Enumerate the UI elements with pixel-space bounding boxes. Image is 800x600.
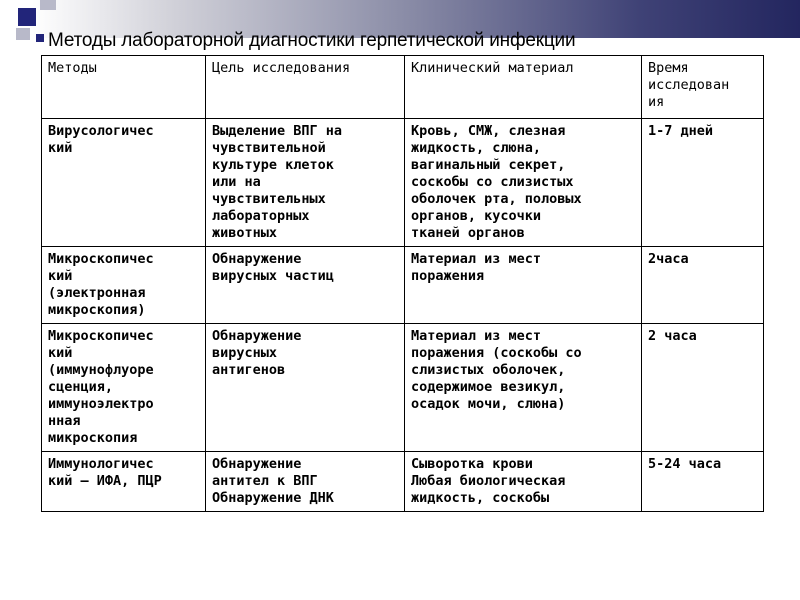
header-clinical-material: Клинический материал — [405, 56, 642, 119]
cell-time: 5-24 часа — [642, 452, 764, 512]
cell-method: Микроскопичес кий (электронная микроскопия) — [42, 247, 206, 324]
header-purpose: Цель исследования — [206, 56, 405, 119]
table-header-row — [42, 56, 764, 119]
cell-method: Иммунологичес кий – ИФА, ПЦР — [42, 452, 206, 512]
cell-time: 2 часа — [642, 324, 764, 452]
table-row — [42, 324, 764, 452]
header-methods: Методы — [42, 56, 206, 119]
cell-material: Материал из мест поражения — [405, 247, 642, 324]
table-row — [42, 119, 764, 247]
table-row — [42, 247, 764, 324]
slide-title: Методы лабораторной диагностики герпетической инфекции — [48, 30, 576, 51]
decor-square-light — [16, 28, 30, 40]
cell-material: Материал из мест поражения (соскобы со слизистых оболочек, содержимое везикул, осадок мочи, слюна) — [405, 324, 642, 452]
decor-square-light — [40, 0, 56, 10]
cell-time: 2часа — [642, 247, 764, 324]
decor-square-dark — [18, 8, 36, 26]
diagnostics-table — [41, 55, 764, 512]
cell-material: Сыворотка крови Любая биологическая жидкость, соскобы — [405, 452, 642, 512]
cell-purpose: Обнаружение вирусных частиц — [206, 247, 405, 324]
header-time: Время исследован ия — [642, 56, 764, 119]
decor-square-dark — [36, 34, 44, 42]
cell-time: 1-7 дней — [642, 119, 764, 247]
cell-method: Вирусологичес кий — [42, 119, 206, 247]
cell-material: Кровь, СМЖ, слезная жидкость, слюна, вагинальный секрет, соскобы со слизистых оболочек рта, половых органов, кусочки тканей органов — [405, 119, 642, 247]
cell-purpose: Обнаружение вирусных антигенов — [206, 324, 405, 452]
cell-method: Микроскопичес кий (иммунофлуоре сценция, иммуноэлектро нная микроскопия — [42, 324, 206, 452]
cell-purpose: Обнаружение антител к ВПГ Обнаружение ДНК — [206, 452, 405, 512]
table-row — [42, 452, 764, 512]
cell-purpose: Выделение ВПГ на чувствительной культуре клеток или на чувствительных лабораторных животных — [206, 119, 405, 247]
